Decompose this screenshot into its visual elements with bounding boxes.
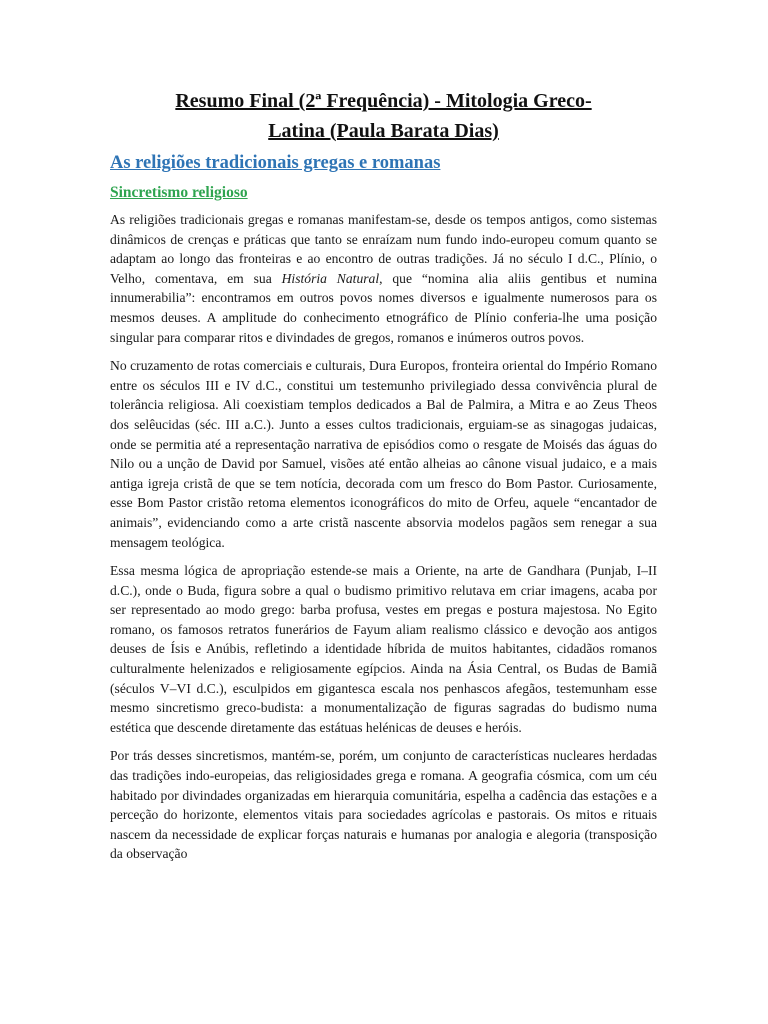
document-page [110,86,657,873]
paragraph-1-text-start: As religiões tradicionais gregas e romanas manifestam-se, desde os tempos antigos, como sistemas dinâmicos de crenças e práticas que tanto se enraízam num fundo indo-europeu comum quanto se adaptam ao longo das fronteiras e ao encontro de outras tradições. Já no século I d.C., Plínio, o Velho, comentava, em sua [110,212,657,286]
document-title-line-1: Resumo Final (2ª Frequência) - Mitologia Greco- [175,90,592,112]
paragraph-1-text-end: , que “nomina alia aliis gentibus et numina innumerabilia”: encontramos em outros povos nomes diversos e igualmente numerosos para os mesmos deuses. A amplitude do conhecimento etnográfico de Plínio conferia-lhe uma posição singular para comparar ritos e divindades de gregos, romanos e inúmeros outros povos. [110,270,657,345]
paragraph-1 [110,210,657,347]
document-title-line-2: Latina (Paula Barata Dias) [268,120,499,142]
section-heading: As religiões tradicionais gregas e romanas [110,153,441,173]
subsection-heading: Sincretismo religioso [110,184,248,201]
paragraph-2: No cruzamento de rotas comerciais e culturais, Dura Europos, fronteira oriental do Império Romano entre os séculos III e IV d.C., constitui um testemunho privilegiado dessa convivência plural de tolerância religiosa. Ali coexistiam templos dedicados a Bal de Palmira, a Mitra e ao Zeus Theos dos selêucidas (séc. III a.C.). Junto a esses cultos tradicionais, erguiam-se as sinagogas judaicas, onde se permitia até a representação narrativa de episódios como o resgate de Moisés das águas do Nilo ou a unção de David por Samuel, visões até então alheias ao cânone visual judaico, e a mais antiga igreja cristã de que se tem notícia, decorada com um fresco do Bom Pastor. Curiosamente, esse Bom Pastor cristão retoma elementos iconográficos do mito de Orfeu, aquele “encantador de animais”, evidenciando como a arte cristã nascente absorvia modelos pagãos sem renegar a sua mensagem teológica. [110,358,657,550]
paragraph-3: Essa mesma lógica de apropriação estende-se mais a Oriente, na arte de Gandhara (Punjab, I–II d.C.), onde o Buda, figura sobre a qual o budismo primitivo relutava em criar imagens, acaba por ser representado ao modo grego: barba profusa, vestes em pregas e postura majestosa. No Egito romano, os famosos retratos funerários de Fayum aliam realismo clássico e devoção aos antigos deuses de Ísis e Anúbis, refletindo a identidade híbrida de muitos habitantes, cidadãos romanos culturalmente helenizados e religiosamente egípcios. Ainda na Ásia Central, os Budas de Bamiã (séculos V–VI d.C.), esculpidos em gigantesca escala nos penhascos afegãos, testemunham esse mesmo sincretismo greco-budista: a monumentalização de figuras sagradas do budismo numa estética que descende diretamente das estátuas helénicas de deuses e heróis. [110,563,657,735]
paragraph-1-italic-title: História Natural [281,270,380,286]
document-title [110,86,657,146]
paragraph-4: Por trás desses sincretismos, mantém-se, porém, um conjunto de características nucleares herdadas das tradições indo-europeias, das religiosidades grega e romana. A geografia cósmica, com um céu habitado por divindades organizadas em hierarquia comunitária, espelha a cadência das estações e a perceção do horizonte, elementos vitais para sociedades agrícolas e pastorais. Os mitos e rituais nascem da necessidade de explicar forças naturais e humanas por analogia e alegoria (transposição da observação [110,748,657,862]
